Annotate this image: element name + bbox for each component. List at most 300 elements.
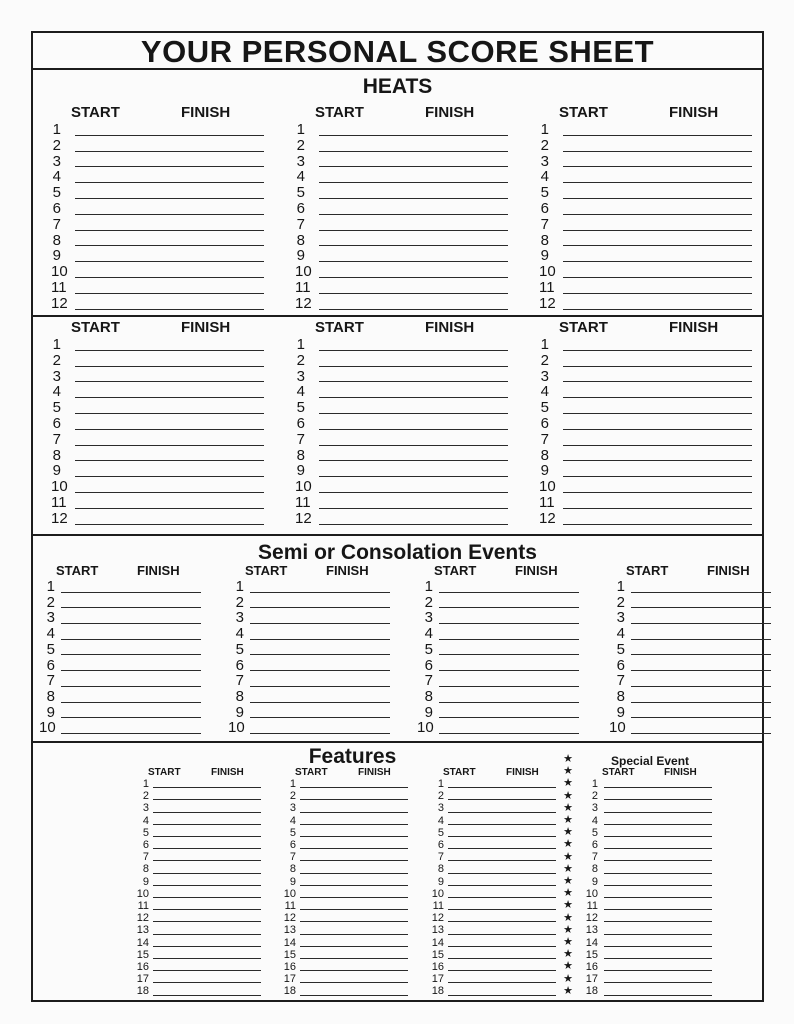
score-entry-line[interactable] <box>563 397 752 398</box>
score-entry-line[interactable] <box>300 897 408 898</box>
score-entry-line[interactable] <box>153 873 261 874</box>
row-number: 7 <box>540 215 549 233</box>
score-entry-line[interactable] <box>319 277 508 278</box>
row-number: 8 <box>591 863 598 876</box>
heats-title: HEATS <box>362 75 433 98</box>
score-row <box>295 463 520 479</box>
row-number: 14 <box>585 936 598 949</box>
score-entry-line[interactable] <box>75 524 264 525</box>
score-entry-line[interactable] <box>75 309 264 310</box>
score-entry-line[interactable] <box>604 812 712 813</box>
score-entry-line[interactable] <box>153 812 261 813</box>
row-number: 16 <box>283 961 296 973</box>
score-row <box>582 790 717 802</box>
score-entry-line[interactable] <box>319 261 508 262</box>
score-row <box>428 900 563 912</box>
score-row <box>280 815 415 827</box>
score-entry-line[interactable] <box>61 733 201 734</box>
start-label: START <box>434 563 477 578</box>
score-entry-line[interactable] <box>300 873 408 874</box>
score-entry-line[interactable] <box>300 970 408 971</box>
score-row <box>539 432 764 448</box>
score-entry-line[interactable] <box>563 524 752 525</box>
star-icon: ★ <box>563 887 573 900</box>
score-entry-line[interactable] <box>563 277 752 278</box>
score-entry-line[interactable] <box>563 293 752 294</box>
score-entry-line[interactable] <box>439 686 579 687</box>
row-number: 1 <box>424 578 433 595</box>
score-entry-line[interactable] <box>250 733 390 734</box>
score-entry-line[interactable] <box>631 670 771 671</box>
score-entry-line[interactable] <box>604 873 712 874</box>
score-entry-line[interactable] <box>563 366 752 367</box>
finish-label: FINISH <box>181 104 231 121</box>
score-entry-line[interactable] <box>563 381 752 382</box>
score-row <box>133 900 268 912</box>
row-number: 12 <box>51 294 68 312</box>
score-entry-line[interactable] <box>604 799 712 800</box>
score-entry-line[interactable] <box>250 717 390 718</box>
score-row <box>280 973 415 985</box>
score-entry-line[interactable] <box>250 686 390 687</box>
score-entry-line[interactable] <box>319 293 508 294</box>
score-entry-line[interactable] <box>300 848 408 849</box>
score-row <box>428 985 563 997</box>
score-entry-line[interactable] <box>153 909 261 910</box>
score-entry-line[interactable] <box>75 245 264 246</box>
star-icon: ★ <box>563 850 573 863</box>
score-row <box>39 642 224 658</box>
score-row <box>295 248 520 264</box>
score-entry-line[interactable] <box>448 787 556 788</box>
row-number: 6 <box>296 200 305 217</box>
score-entry-line[interactable] <box>319 381 508 382</box>
score-entry-line[interactable] <box>319 135 508 136</box>
score-entry-line[interactable] <box>563 135 752 136</box>
row-number: 11 <box>539 494 555 511</box>
score-entry-line[interactable] <box>153 860 261 861</box>
score-entry-line[interactable] <box>631 623 771 624</box>
score-entry-line[interactable] <box>631 592 771 593</box>
score-entry-line[interactable] <box>153 946 261 947</box>
score-entry-line[interactable] <box>604 982 712 983</box>
score-entry-line[interactable] <box>563 476 752 477</box>
row-number: 5 <box>424 640 433 658</box>
score-entry-line[interactable] <box>75 492 264 493</box>
row-number: 12 <box>136 912 149 925</box>
score-entry-line[interactable] <box>448 824 556 825</box>
start-label: START <box>295 767 328 778</box>
score-entry-line[interactable] <box>75 135 264 136</box>
score-entry-line[interactable] <box>439 702 579 703</box>
score-entry-line[interactable] <box>61 623 201 624</box>
score-entry-line[interactable] <box>153 824 261 825</box>
score-entry-line[interactable] <box>300 909 408 910</box>
score-row <box>582 863 717 875</box>
score-entry-line[interactable] <box>300 995 408 996</box>
score-entry-line[interactable] <box>319 166 508 167</box>
score-entry-line[interactable] <box>300 824 408 825</box>
score-entry-line[interactable] <box>563 214 752 215</box>
score-entry-line[interactable] <box>300 812 408 813</box>
star-icon: ★ <box>563 875 573 887</box>
score-row <box>228 642 413 658</box>
score-row <box>428 888 563 900</box>
score-entry-line[interactable] <box>448 995 556 996</box>
row-number: 11 <box>432 900 444 912</box>
row-number: 17 <box>431 973 444 986</box>
row-number: 9 <box>296 462 305 480</box>
score-entry-line[interactable] <box>75 429 264 430</box>
score-entry-line[interactable] <box>75 381 264 382</box>
start-label: START <box>148 767 181 778</box>
star-icon: ★ <box>563 923 573 936</box>
score-row <box>295 384 520 400</box>
row-number: 6 <box>540 200 549 217</box>
score-entry-line[interactable] <box>448 970 556 971</box>
score-entry-line[interactable] <box>604 860 712 861</box>
score-entry-line[interactable] <box>61 670 201 671</box>
score-entry-line[interactable] <box>319 151 508 152</box>
row-number: 3 <box>296 367 305 385</box>
score-row <box>51 233 276 249</box>
row-number: 11 <box>137 900 149 912</box>
row-number: 12 <box>295 509 312 527</box>
row-number: 3 <box>296 152 305 170</box>
row-number: 5 <box>437 826 444 839</box>
score-row <box>428 937 563 949</box>
score-entry-line[interactable] <box>448 897 556 898</box>
score-entry-line[interactable] <box>604 848 712 849</box>
features-title: Features <box>308 745 397 768</box>
score-entry-line[interactable] <box>319 476 508 477</box>
score-entry-line[interactable] <box>75 230 264 231</box>
score-entry-line[interactable] <box>439 607 579 608</box>
score-entry-line[interactable] <box>75 413 264 414</box>
score-entry-line[interactable] <box>75 460 264 461</box>
score-entry-line[interactable] <box>563 508 752 509</box>
row-number: 4 <box>540 168 549 186</box>
score-entry-line[interactable] <box>153 799 261 800</box>
score-entry-line[interactable] <box>604 824 712 825</box>
star-icon: ★ <box>563 801 573 814</box>
score-entry-line[interactable] <box>153 995 261 996</box>
row-number: 7 <box>52 430 61 448</box>
row-number: 6 <box>142 839 149 851</box>
score-entry-line[interactable] <box>448 909 556 910</box>
start-label: START <box>626 563 669 578</box>
semi-title: Semi or Consolation Events <box>258 541 537 564</box>
row-number: 10 <box>51 478 68 496</box>
score-entry-line[interactable] <box>563 429 752 430</box>
score-entry-line[interactable] <box>250 670 390 671</box>
score-row <box>609 626 794 642</box>
score-entry-line[interactable] <box>61 639 201 640</box>
score-entry-line[interactable] <box>563 245 752 246</box>
score-entry-line[interactable] <box>300 934 408 935</box>
score-entry-line[interactable] <box>153 787 261 788</box>
score-entry-line[interactable] <box>75 445 264 446</box>
score-entry-line[interactable] <box>604 958 712 959</box>
score-row <box>609 689 794 705</box>
score-entry-line[interactable] <box>300 885 408 886</box>
score-row <box>51 185 276 201</box>
score-row <box>280 863 415 875</box>
score-entry-line[interactable] <box>75 508 264 509</box>
score-row <box>280 778 415 790</box>
score-entry-line[interactable] <box>439 623 579 624</box>
score-entry-line[interactable] <box>448 958 556 959</box>
score-entry-line[interactable] <box>319 413 508 414</box>
score-entry-line[interactable] <box>153 934 261 935</box>
score-entry-line[interactable] <box>250 607 390 608</box>
row-number: 10 <box>283 887 296 900</box>
score-entry-line[interactable] <box>300 921 408 922</box>
score-entry-line[interactable] <box>631 639 771 640</box>
score-entry-line[interactable] <box>319 309 508 310</box>
score-entry-line[interactable] <box>319 198 508 199</box>
score-entry-line[interactable] <box>319 350 508 351</box>
score-row <box>228 579 413 595</box>
score-row <box>39 720 224 736</box>
score-row <box>582 815 717 827</box>
score-entry-line[interactable] <box>563 198 752 199</box>
score-entry-line[interactable] <box>448 946 556 947</box>
score-entry-line[interactable] <box>61 717 201 718</box>
score-entry-line[interactable] <box>153 836 261 837</box>
finish-label: FINISH <box>515 563 558 578</box>
score-entry-line[interactable] <box>319 366 508 367</box>
score-entry-line[interactable] <box>300 787 408 788</box>
score-entry-line[interactable] <box>631 717 771 718</box>
score-entry-line[interactable] <box>319 397 508 398</box>
score-row <box>295 169 520 185</box>
score-entry-line[interactable] <box>448 934 556 935</box>
score-entry-line[interactable] <box>61 607 201 608</box>
score-entry-line[interactable] <box>75 261 264 262</box>
score-entry-line[interactable] <box>604 909 712 910</box>
score-entry-line[interactable] <box>448 860 556 861</box>
row-number: 3 <box>289 802 296 815</box>
score-entry-line[interactable] <box>319 524 508 525</box>
row-number: 2 <box>46 593 55 611</box>
score-row <box>133 863 268 875</box>
score-row <box>539 495 764 511</box>
score-entry-line[interactable] <box>563 309 752 310</box>
score-entry-line[interactable] <box>563 460 752 461</box>
score-entry-line[interactable] <box>604 934 712 935</box>
score-entry-line[interactable] <box>631 654 771 655</box>
row-number: 8 <box>46 687 55 705</box>
start-label: START <box>315 104 364 121</box>
score-entry-line[interactable] <box>631 607 771 608</box>
row-number: 10 <box>136 887 149 900</box>
score-entry-line[interactable] <box>439 592 579 593</box>
score-entry-line[interactable] <box>631 702 771 703</box>
score-entry-line[interactable] <box>75 182 264 183</box>
score-entry-line[interactable] <box>563 230 752 231</box>
score-entry-line[interactable] <box>631 733 771 734</box>
score-row <box>39 610 224 626</box>
score-entry-line[interactable] <box>448 885 556 886</box>
score-row <box>51 384 276 400</box>
score-entry-line[interactable] <box>250 623 390 624</box>
score-entry-line[interactable] <box>300 946 408 947</box>
score-row <box>539 154 764 170</box>
score-entry-line[interactable] <box>300 958 408 959</box>
score-entry-line[interactable] <box>319 429 508 430</box>
score-entry-line[interactable] <box>61 686 201 687</box>
score-entry-line[interactable] <box>75 151 264 152</box>
row-number: 1 <box>591 778 598 790</box>
score-entry-line[interactable] <box>604 897 712 898</box>
score-entry-line[interactable] <box>604 836 712 837</box>
start-label: START <box>559 319 608 336</box>
score-entry-line[interactable] <box>319 214 508 215</box>
score-entry-line[interactable] <box>319 445 508 446</box>
score-entry-line[interactable] <box>319 460 508 461</box>
score-row <box>428 790 563 802</box>
score-entry-line[interactable] <box>250 654 390 655</box>
row-number: 8 <box>289 863 296 876</box>
score-entry-line[interactable] <box>250 592 390 593</box>
score-row <box>51 138 276 154</box>
score-entry-line[interactable] <box>448 836 556 837</box>
score-entry-line[interactable] <box>563 350 752 351</box>
row-number: 5 <box>46 640 55 658</box>
row-number: 16 <box>431 961 444 973</box>
score-entry-line[interactable] <box>153 982 261 983</box>
row-number: 14 <box>136 936 149 949</box>
score-entry-line[interactable] <box>563 413 752 414</box>
score-entry-line[interactable] <box>75 214 264 215</box>
score-row <box>582 888 717 900</box>
row-number: 8 <box>616 687 625 705</box>
score-entry-line[interactable] <box>153 970 261 971</box>
row-number: 6 <box>591 839 598 851</box>
row-number: 9 <box>540 247 549 265</box>
score-entry-line[interactable] <box>439 670 579 671</box>
score-entry-line[interactable] <box>75 366 264 367</box>
finish-label: FINISH <box>425 319 475 336</box>
score-entry-line[interactable] <box>439 733 579 734</box>
score-entry-line[interactable] <box>75 350 264 351</box>
score-entry-line[interactable] <box>604 946 712 947</box>
score-entry-line[interactable] <box>300 982 408 983</box>
score-entry-line[interactable] <box>448 799 556 800</box>
score-entry-line[interactable] <box>439 639 579 640</box>
row-number: 4 <box>437 814 444 827</box>
score-entry-line[interactable] <box>319 492 508 493</box>
score-entry-line[interactable] <box>448 982 556 983</box>
score-row <box>280 876 415 888</box>
row-number: 6 <box>52 200 61 217</box>
score-entry-line[interactable] <box>448 848 556 849</box>
score-entry-line[interactable] <box>319 508 508 509</box>
score-entry-line[interactable] <box>448 921 556 922</box>
row-number: 7 <box>296 430 305 448</box>
row-number: 6 <box>437 839 444 851</box>
start-label: START <box>559 104 608 121</box>
score-entry-line[interactable] <box>153 921 261 922</box>
score-row <box>51 416 276 432</box>
row-number: 1 <box>296 336 305 353</box>
score-entry-line[interactable] <box>439 654 579 655</box>
score-row <box>133 790 268 802</box>
score-entry-line[interactable] <box>153 958 261 959</box>
row-number: 3 <box>540 152 549 170</box>
score-entry-line[interactable] <box>319 230 508 231</box>
score-entry-line[interactable] <box>319 182 508 183</box>
score-entry-line[interactable] <box>250 702 390 703</box>
score-row <box>417 720 602 736</box>
score-entry-line[interactable] <box>604 885 712 886</box>
score-row <box>39 689 224 705</box>
score-entry-line[interactable] <box>604 787 712 788</box>
score-entry-line[interactable] <box>300 836 408 837</box>
score-entry-line[interactable] <box>75 476 264 477</box>
score-entry-line[interactable] <box>153 897 261 898</box>
score-entry-line[interactable] <box>563 492 752 493</box>
score-entry-line[interactable] <box>563 182 752 183</box>
score-entry-line[interactable] <box>61 702 201 703</box>
score-entry-line[interactable] <box>250 639 390 640</box>
score-entry-line[interactable] <box>153 848 261 849</box>
score-entry-line[interactable] <box>604 970 712 971</box>
score-entry-line[interactable] <box>75 166 264 167</box>
score-row <box>417 626 602 642</box>
score-entry-line[interactable] <box>448 812 556 813</box>
score-entry-line[interactable] <box>75 277 264 278</box>
score-entry-line[interactable] <box>439 717 579 718</box>
score-entry-line[interactable] <box>563 445 752 446</box>
score-entry-line[interactable] <box>319 245 508 246</box>
row-number: 17 <box>585 973 598 986</box>
score-row <box>228 673 413 689</box>
score-entry-line[interactable] <box>563 151 752 152</box>
score-row <box>428 778 563 790</box>
score-row <box>228 626 413 642</box>
score-entry-line[interactable] <box>604 921 712 922</box>
score-entry-line[interactable] <box>563 166 752 167</box>
score-entry-line[interactable] <box>61 592 201 593</box>
score-entry-line[interactable] <box>75 198 264 199</box>
row-number: 9 <box>540 462 549 480</box>
score-entry-line[interactable] <box>563 261 752 262</box>
score-entry-line[interactable] <box>448 873 556 874</box>
score-row <box>295 122 520 138</box>
row-number: 5 <box>52 399 61 417</box>
score-entry-line[interactable] <box>604 995 712 996</box>
finish-label: FINISH <box>707 563 750 578</box>
score-entry-line[interactable] <box>300 799 408 800</box>
score-entry-line[interactable] <box>75 397 264 398</box>
score-row <box>133 973 268 985</box>
row-number: 8 <box>540 231 549 249</box>
score-entry-line[interactable] <box>75 293 264 294</box>
score-entry-line[interactable] <box>300 860 408 861</box>
finish-label: FINISH <box>137 563 180 578</box>
score-entry-line[interactable] <box>61 654 201 655</box>
row-number: 8 <box>296 231 305 249</box>
finish-label: FINISH <box>425 104 475 121</box>
score-entry-line[interactable] <box>631 686 771 687</box>
row-number: 5 <box>235 640 244 658</box>
score-row <box>228 720 413 736</box>
score-row <box>133 937 268 949</box>
score-entry-line[interactable] <box>153 885 261 886</box>
row-number: 3 <box>424 609 433 627</box>
